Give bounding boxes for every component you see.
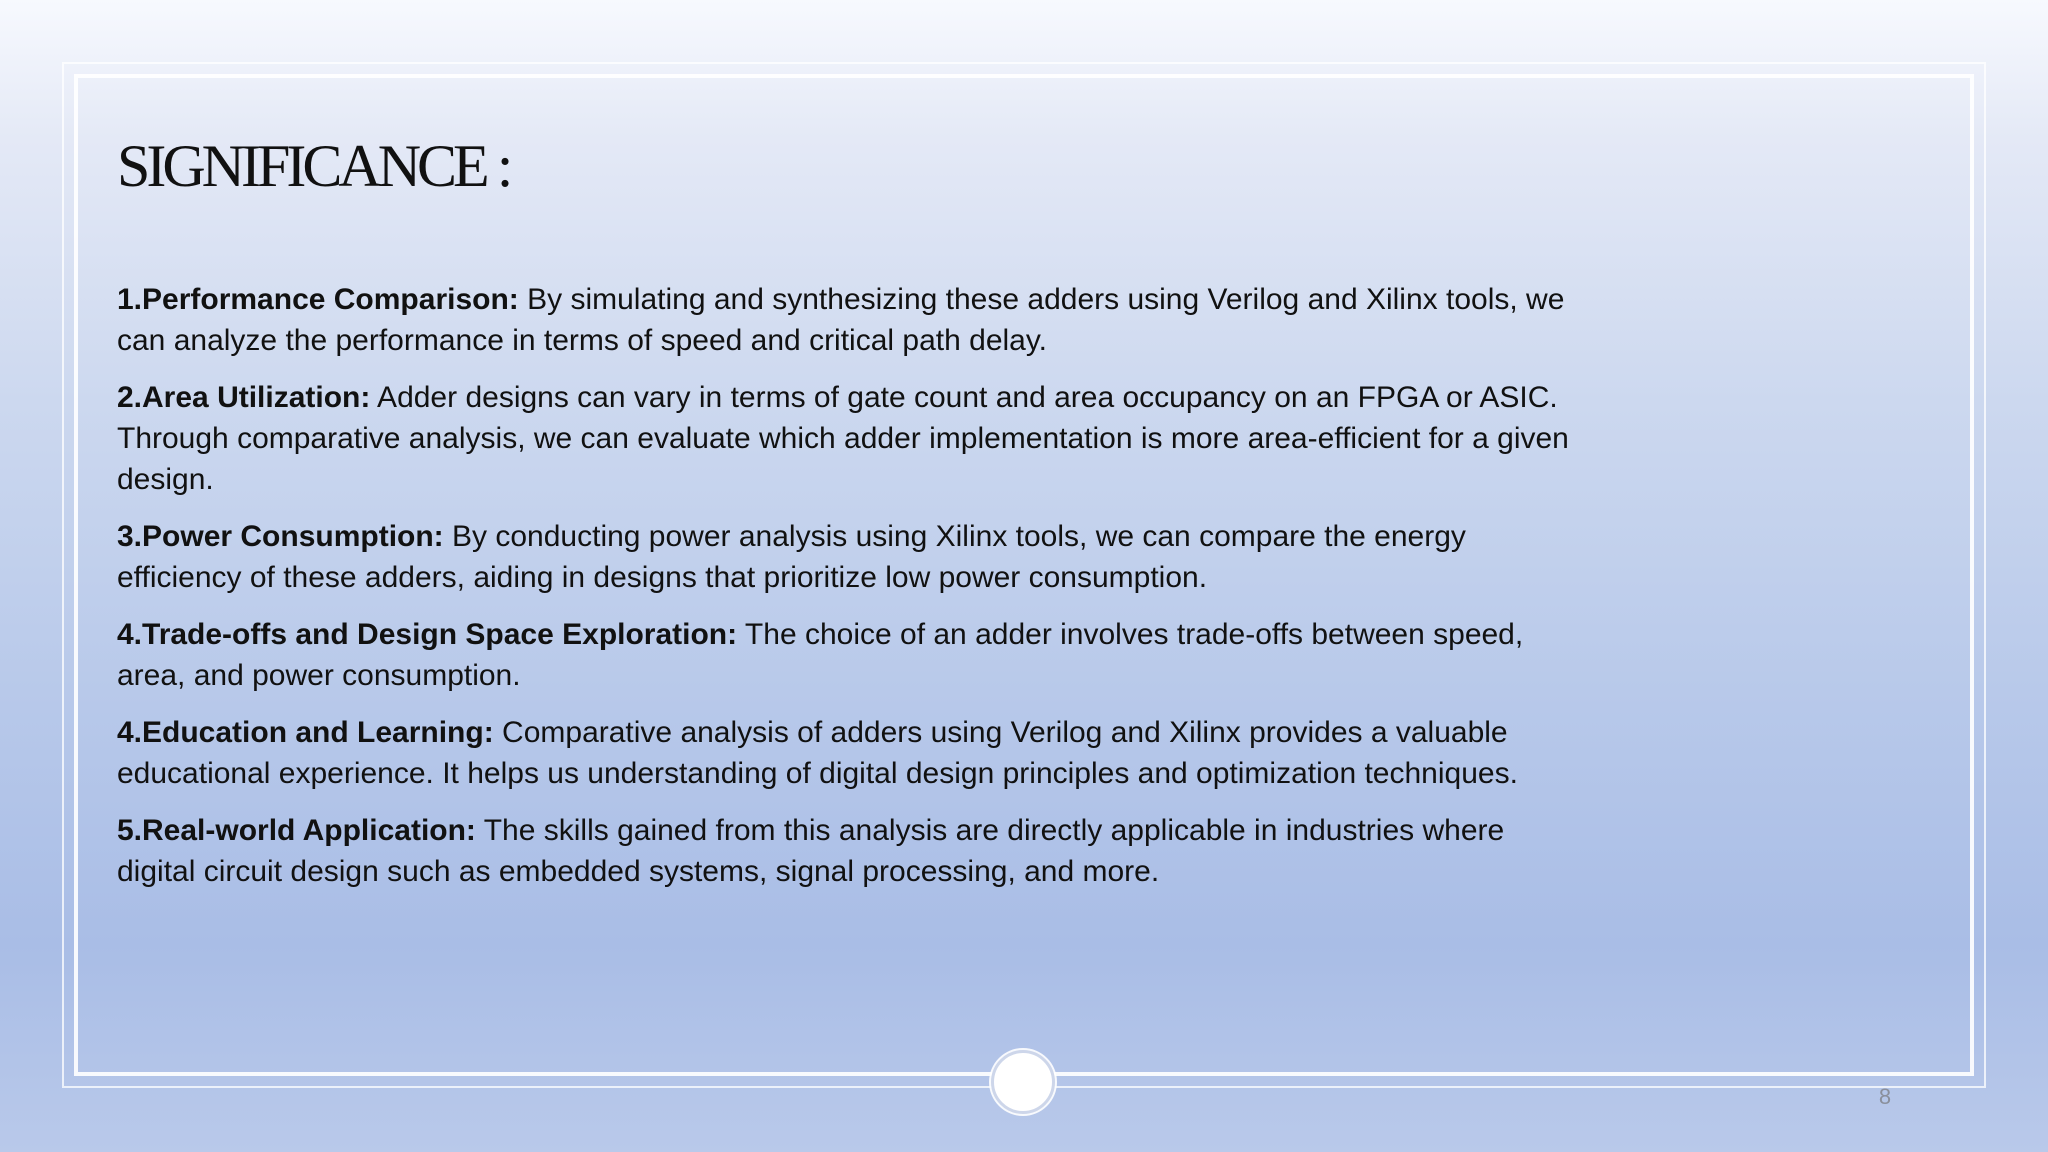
point-heading: 1.Performance Comparison: xyxy=(117,283,519,316)
point-real-world-application xyxy=(117,810,1577,892)
point-text: By conducting power analysis using Xilinx tools, we can compare the energy efficiency of these adders, aiding in designs that prioritize low power consumption. xyxy=(117,520,1466,594)
point-heading: 4.Trade-offs and Design Space Exploration: xyxy=(117,618,738,651)
point-heading: 3.Power Consumption: xyxy=(117,520,444,553)
point-heading: 4.Education and Learning: xyxy=(117,716,494,749)
slide-title: SIGNIFICANCE : xyxy=(117,133,510,199)
point-text: The skills gained from this analysis are directly applicable in industries where digital circuit design such as embedded systems, signal processing, and more. xyxy=(117,814,1505,888)
significance-list xyxy=(117,279,1577,908)
point-power-consumption xyxy=(117,516,1577,598)
point-text: Comparative analysis of adders using Verilog and Xilinx provides a valuable educational experience. It helps us understanding of digital design principles and optimization techniques. xyxy=(117,716,1518,790)
frame-circle-ornament xyxy=(991,1050,1055,1114)
point-area-utilization xyxy=(117,377,1577,500)
point-heading: 2.Area Utilization: xyxy=(117,381,371,414)
point-performance-comparison xyxy=(117,279,1577,361)
point-text: The choice of an adder involves trade-offs between speed, area, and power consumption. xyxy=(117,618,1524,692)
point-text: Adder designs can vary in terms of gate count and area occupancy on an FPGA or ASIC. Through comparative analysis, we can evaluate which adder implementation is more area-efficient for a given design. xyxy=(117,381,1569,496)
point-heading: 5.Real-world Application: xyxy=(117,814,476,847)
point-text: By simulating and synthesizing these adders using Verilog and Xilinx tools, we can analyze the performance in terms of speed and critical path delay. xyxy=(117,283,1565,357)
page-number: 8 xyxy=(1878,1084,1892,1109)
point-trade-offs xyxy=(117,614,1577,696)
point-education-learning xyxy=(117,712,1577,794)
